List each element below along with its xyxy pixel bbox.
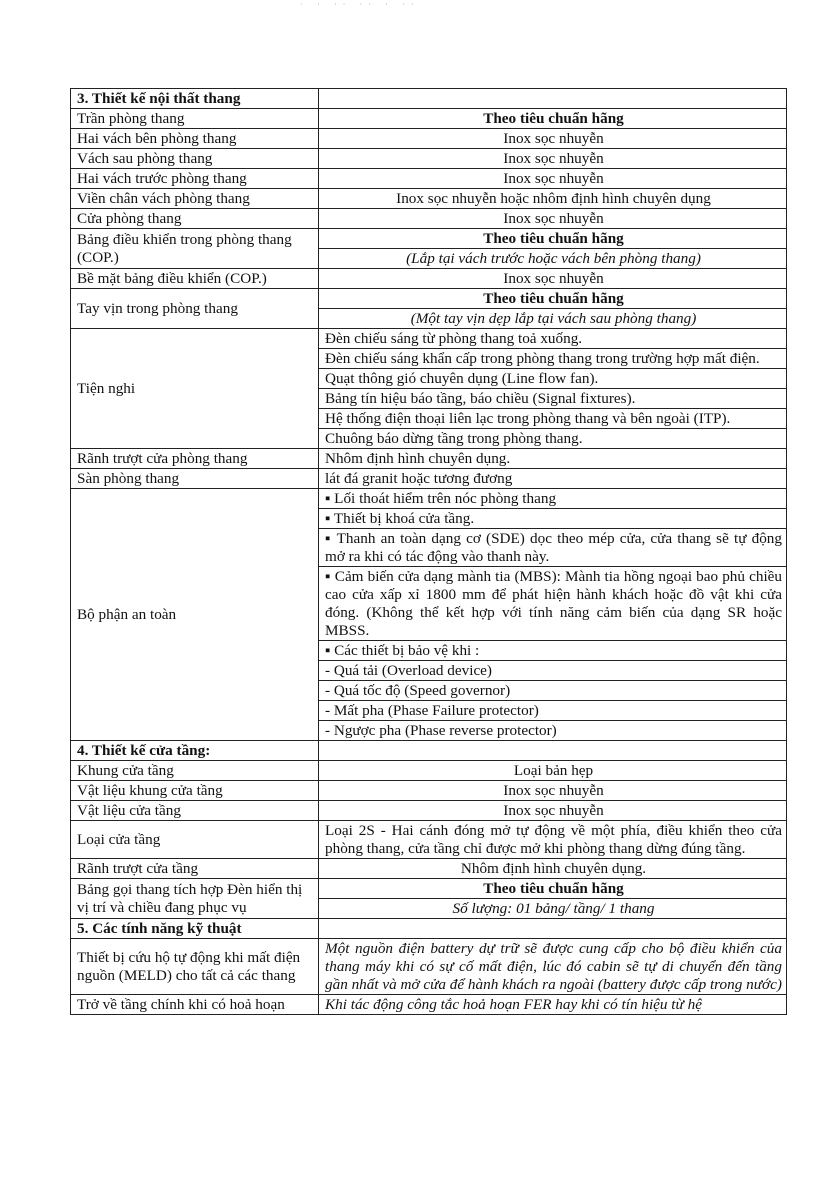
row-value: Nhôm định hình chuyên dụng.: [319, 449, 787, 469]
list-item: Bảng tín hiệu báo tầng, báo chiều (Signal fixtures).: [319, 389, 787, 409]
list-item: Hệ thống điện thoại liên lạc trong phòng thang và bên ngoài (ITP).: [319, 409, 787, 429]
list-item: Quạt thông gió chuyên dụng (Line flow fan).: [319, 369, 787, 389]
table-row: [71, 209, 787, 229]
row-value: Inox sọc nhuyễn: [319, 269, 787, 289]
table-row: [71, 879, 787, 899]
section-5-title: 5. Các tính năng kỹ thuật: [71, 919, 319, 939]
row-value: lát đá granit hoặc tương đương: [319, 469, 787, 489]
row-label: Bề mặt bảng điều khiển (COP.): [71, 269, 319, 289]
list-item: Đèn chiếu sáng khẩn cấp trong phòng thang trong trường hợp mất điện.: [319, 349, 787, 369]
table-row: [71, 781, 787, 801]
row-value: Inox sọc nhuyễn: [319, 169, 787, 189]
row-label: Vật liệu khung cửa tầng: [71, 781, 319, 801]
list-item: - Quá tốc độ (Speed governor): [319, 681, 787, 701]
section-3-row: [71, 89, 787, 109]
row-value: Inox sọc nhuyễn: [319, 149, 787, 169]
row-label: Sàn phòng thang: [71, 469, 319, 489]
row-note: Số lượng: 01 bảng/ tầng/ 1 thang: [319, 899, 787, 919]
row-label: Vách sau phòng thang: [71, 149, 319, 169]
row-label: Tay vịn trong phòng thang: [71, 289, 319, 329]
row-value: Theo tiêu chuẩn hãng: [319, 879, 787, 899]
list-item: ▪ Cảm biến cửa dạng mành tia (MBS): Mành tia hồng ngoại bao phủ chiều cao cửa xấp xỉ 1800 mm để phát hiện hành khách hoặc đồ vật khi cửa đóng. (Không thể kết hợp với tính năng cảm biến của dạng SR hoặc MBSS.: [319, 567, 787, 641]
row-label: Cửa phòng thang: [71, 209, 319, 229]
row-label: Hai vách trước phòng thang: [71, 169, 319, 189]
row-value: Inox sọc nhuyễn: [319, 781, 787, 801]
row-note: (Một tay vịn dẹp lắp tại vách sau phòng thang): [319, 309, 787, 329]
row-label: Khung cửa tầng: [71, 761, 319, 781]
row-label: Tiện nghi: [71, 329, 319, 449]
table-row: [71, 995, 787, 1015]
section-4-title: 4. Thiết kế cửa tầng:: [71, 741, 319, 761]
list-item: - Ngược pha (Phase reverse protector): [319, 721, 787, 741]
row-label: Viền chân vách phòng thang: [71, 189, 319, 209]
row-label: Rãnh trượt cửa phòng thang: [71, 449, 319, 469]
table-row: [71, 449, 787, 469]
row-note: (Lắp tại vách trước hoặc vách bên phòng thang): [319, 249, 787, 269]
row-label: Bộ phận an toàn: [71, 489, 319, 741]
list-item: - Mất pha (Phase Failure protector): [319, 701, 787, 721]
table-row: [71, 469, 787, 489]
row-label: Trở về tầng chính khi có hoả hoạn: [71, 995, 319, 1015]
row-value: Inox sọc nhuyễn: [319, 129, 787, 149]
row-value: Inox sọc nhuyễn: [319, 209, 787, 229]
row-value: Inox sọc nhuyễn hoặc nhôm định hình chuyên dụng: [319, 189, 787, 209]
row-label: Trần phòng thang: [71, 109, 319, 129]
section-5-row: [71, 919, 787, 939]
table-row: [71, 189, 787, 209]
row-label: Rãnh trượt cửa tầng: [71, 859, 319, 879]
list-item: ▪ Thanh an toàn dạng cơ (SDE) dọc theo mép cửa, cửa thang sẽ tự động mở ra khi có tác động vào thanh này.: [319, 529, 787, 567]
row-value: Theo tiêu chuẩn hãng: [319, 289, 787, 309]
section-3-title: 3. Thiết kế nội thất thang: [71, 89, 319, 109]
row-value: Khi tác động công tắc hoả hoạn FER hay khi có tín hiệu từ hệ: [319, 995, 787, 1015]
list-item: ▪ Lối thoát hiểm trên nóc phòng thang: [319, 489, 787, 509]
row-label: Bảng gọi thang tích hợp Đèn hiển thị vị trí và chiều đang phục vụ: [71, 879, 319, 919]
table-row: [71, 939, 787, 995]
row-value: Loại 2S - Hai cánh đóng mở tự động về một phía, điều khiển theo cửa phòng thang, cửa tầng chỉ được mở khi phòng thang dừng đúng tầng.: [319, 821, 787, 859]
table-row: [71, 489, 787, 509]
row-label: Thiết bị cứu hộ tự động khi mất điện nguồn (MELD) cho tất cả các thang: [71, 939, 319, 995]
list-item: Chuông báo dừng tầng trong phòng thang.: [319, 429, 787, 449]
table-row: [71, 129, 787, 149]
row-value: Nhôm định hình chuyên dụng.: [319, 859, 787, 879]
list-item: ▪ Các thiết bị bảo vệ khi :: [319, 641, 787, 661]
row-value: Một nguồn điện battery dự trữ sẽ được cung cấp cho bộ điều khiển của thang máy khi có sự cố mất điện, lúc đó cabin sẽ tự di chuyển đến tầng gần nhất và mở cửa để hành khách ra ngoài (battery được cấp trong nước): [319, 939, 787, 995]
row-value: Loại bản hẹp: [319, 761, 787, 781]
row-label: Loại cửa tầng: [71, 821, 319, 859]
table-row: [71, 289, 787, 309]
scan-header-mark: · · ·· ·· · ··: [300, 0, 420, 9]
table-row: [71, 801, 787, 821]
list-item: Đèn chiếu sáng từ phòng thang toả xuống.: [319, 329, 787, 349]
table-row: [71, 269, 787, 289]
table-row: [71, 761, 787, 781]
table-row: [71, 859, 787, 879]
row-value: Theo tiêu chuẩn hãng: [319, 229, 787, 249]
list-item: - Quá tải (Overload device): [319, 661, 787, 681]
table-row: [71, 329, 787, 349]
table-row: [71, 169, 787, 189]
row-value: Theo tiêu chuẩn hãng: [319, 109, 787, 129]
table-row: [71, 149, 787, 169]
spec-table: [70, 88, 787, 1015]
row-label: Hai vách bên phòng thang: [71, 129, 319, 149]
row-label: Bảng điều khiển trong phòng thang (COP.): [71, 229, 319, 269]
row-value: Inox sọc nhuyễn: [319, 801, 787, 821]
table-row: [71, 109, 787, 129]
table-row: [71, 229, 787, 249]
list-item: ▪ Thiết bị khoá cửa tầng.: [319, 509, 787, 529]
section-4-row: [71, 741, 787, 761]
table-row: [71, 821, 787, 859]
row-label: Vật liệu cửa tầng: [71, 801, 319, 821]
